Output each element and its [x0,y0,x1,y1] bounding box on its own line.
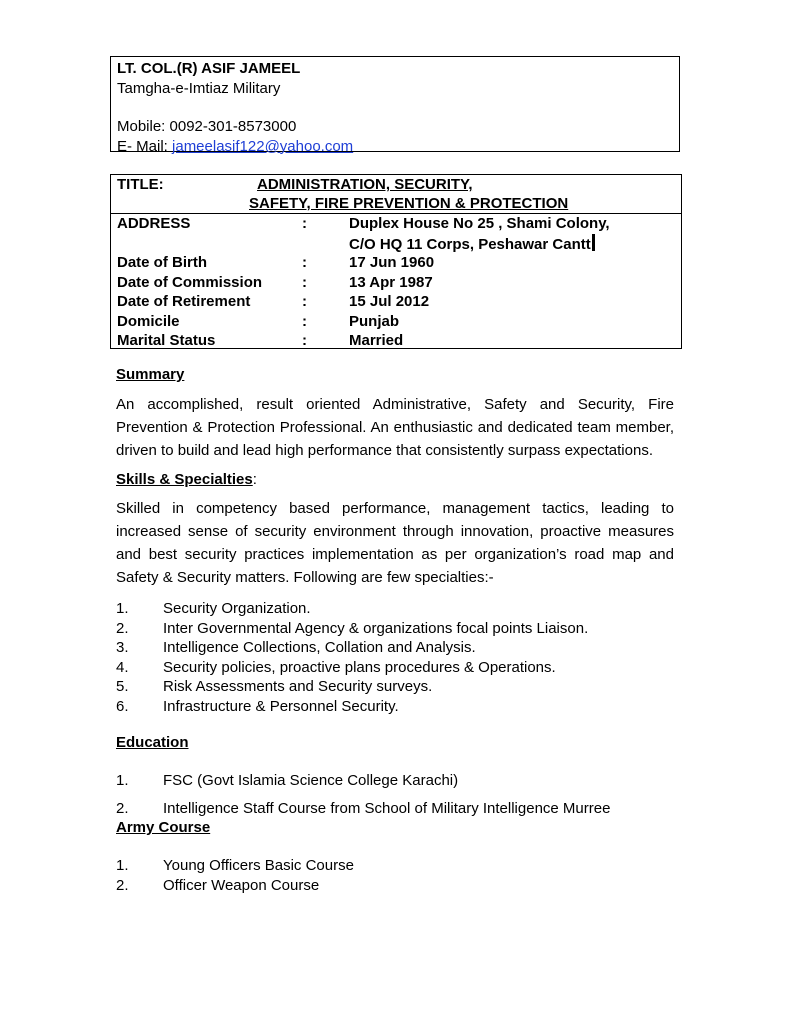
detail-row-address-cont [111,234,681,254]
education-heading: Education [116,734,189,751]
list-item: 2. Inter Governmental Agency & organizations focal points Liaison. [116,619,589,637]
detail-row-address [111,214,681,234]
skills-text: Skilled in competency based performance, management tactics, leading to increased sense of security environment through innovation, proactive measures and best security practices implementation as per organization’s road map and Safety & Security matters. Following are few specialties:- [116,500,674,586]
detail-value: C/O HQ 11 Corps, Peshawar Cantt [349,235,591,253]
detail-label: Date of Commission [117,273,263,291]
person-name: LT. COL.(R) ASIF JAMEEL [117,60,301,77]
detail-label: Domicile [117,312,180,330]
list-item: 1. Security Organization. [116,600,311,617]
detail-value: Married [349,332,404,349]
detail-colon: : [302,312,307,330]
detail-row-commission [111,273,681,293]
title-label: TITLE: [117,176,164,193]
email-line [117,137,673,157]
list-item: 5. Risk Assessments and Security surveys. [116,678,433,695]
award-line: Tamgha-e-Imtiaz Military [117,79,281,97]
detail-value: 17 Jun 1960 [349,254,435,271]
detail-colon: : [302,254,307,271]
detail-label: Date of Retirement [117,293,251,310]
list-item: 2. Intelligence Staff Course from School of Military Intelligence Murree [116,799,611,817]
list-item: 4. Security policies, proactive plans procedures & Operations. [116,658,556,676]
mobile-line: Mobile: 0092-301-8573000 [117,118,297,135]
detail-row-retirement [111,292,681,312]
contact-box [110,56,680,155]
details-box [110,174,682,349]
email-link[interactable]: jameelasif122@yahoo.com [172,137,354,155]
list-item: 3. Intelligence Collections, Collation and Analysis. [116,639,476,656]
list-item: 2. Officer Weapon Course [116,876,320,894]
detail-colon: : [302,273,307,291]
detail-label: ADDRESS [117,215,191,232]
skills-heading: Skills & Specialties [116,471,253,488]
detail-label: Date of Birth [117,254,207,271]
detail-row-dob [111,253,681,273]
detail-label: Marital Status [117,332,216,349]
title-line-1: ADMINISTRATION, SECURITY, [257,176,473,193]
detail-colon: : [302,293,307,310]
list-item: 1. FSC (Govt Islamia Science College Karachi) [116,772,459,789]
detail-value-wrap [349,234,595,255]
details-table [111,214,681,351]
detail-value: Duplex House No 25 , Shami Colony, [349,215,610,232]
army-course-list [116,856,674,895]
detail-value: Punjab [349,312,400,330]
detail-value: 13 Apr 1987 [349,273,433,291]
title-row [111,175,681,214]
email-label: E- Mail: [117,137,173,155]
list-item: 1. Young Officers Basic Course [116,857,354,874]
education-list [116,771,674,818]
specialties-list [116,599,674,716]
skills-heading-suffix: : [252,471,257,488]
summary-text: An accomplished, result oriented Administrative, Safety and Security, Fire Prevention & Protection Professional. An enthusiastic and dedicated team member, driven to build and lead high performance that consistently surpass expectations. [116,396,674,459]
title-line-2: SAFETY, FIRE PREVENTION & PROTECTION [249,195,569,212]
detail-colon: : [302,215,307,232]
list-item: 6. Infrastructure & Personnel Security. [116,697,399,715]
detail-row-marital [111,331,681,351]
detail-row-domicile [111,312,681,332]
detail-value: 15 Jul 2012 [349,293,430,310]
detail-colon: : [302,332,307,349]
army-course-heading: Army Course [116,819,211,836]
summary-heading: Summary [116,366,185,383]
text-cursor [592,234,595,251]
resume-body [116,365,674,895]
